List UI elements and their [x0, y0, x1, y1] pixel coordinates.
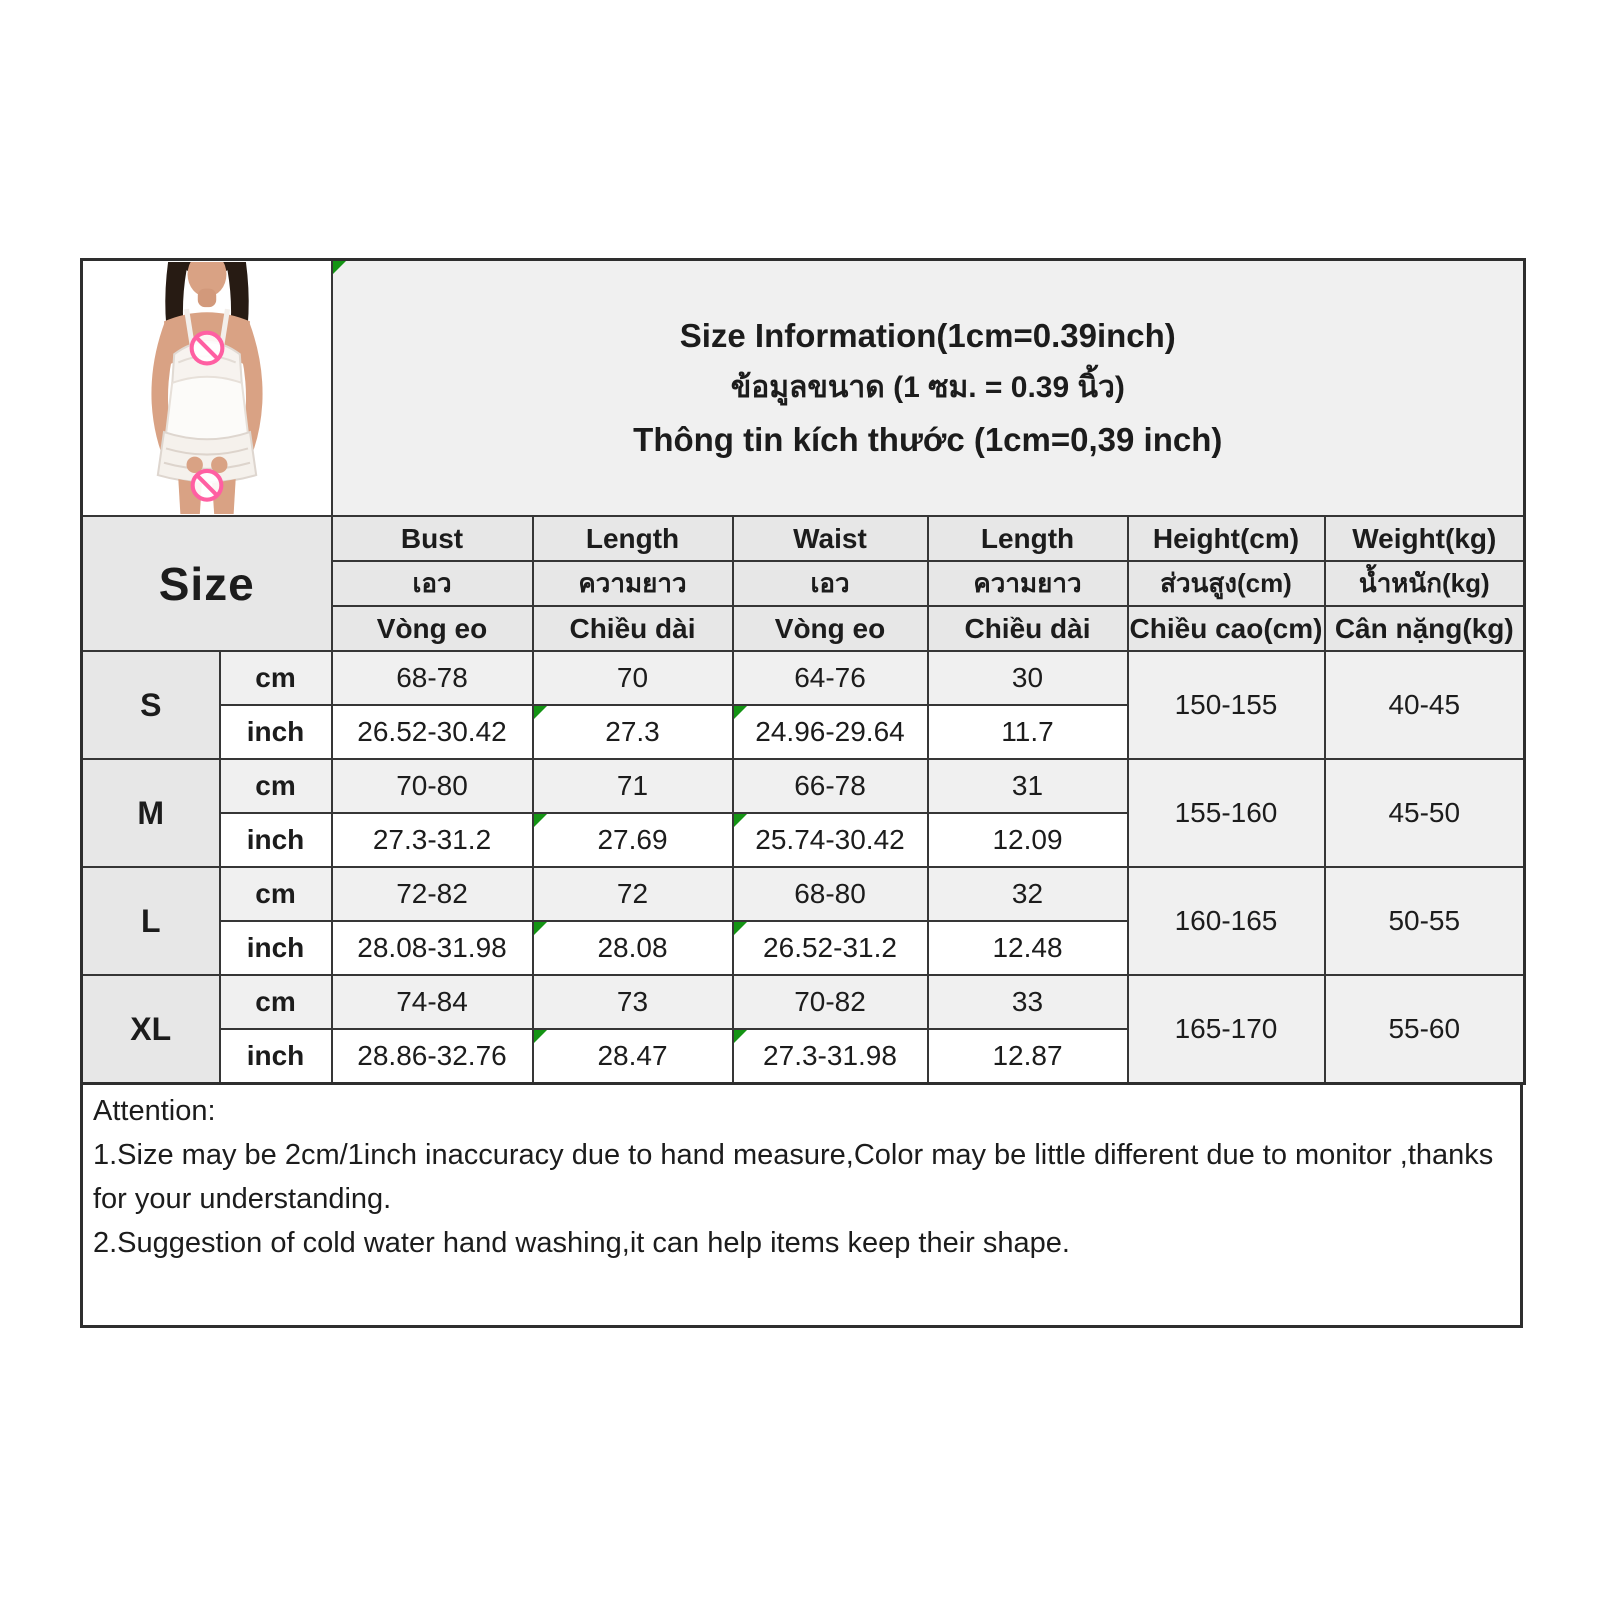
unit-label-inch: inch [220, 705, 332, 759]
title-english: Size Information(1cm=0.39inch) [679, 317, 1176, 354]
unit-label-cm: cm [220, 651, 332, 705]
cell-l-weight: 50-55 [1325, 867, 1525, 975]
cell-xl-length2-inch: 12.87 [928, 1029, 1128, 1084]
col-header-bust-en: Bust [332, 516, 533, 561]
col-header-waist-vi: Vòng eo [733, 606, 928, 651]
cell-m-length2-cm: 31 [928, 759, 1128, 813]
cell-flag-icon [734, 1030, 747, 1043]
cell-xl-length-cm: 73 [533, 975, 733, 1029]
product-photo [104, 262, 310, 514]
cell-xl-length-inch [533, 1029, 733, 1084]
size-chart-sheet [80, 258, 1523, 1328]
col-header-bust-th: เอว [332, 561, 533, 606]
cell-s-length2-cm: 30 [928, 651, 1128, 705]
unit-label-inch: inch [220, 813, 332, 867]
size-table [80, 258, 1526, 1085]
cell-s-height: 150-155 [1128, 651, 1325, 759]
attention-line-1: 1.Size may be 2cm/1inch inaccuracy due to hand measure,Color may be little different due to monitor ,thanks for your understanding. [93, 1139, 1494, 1215]
cell-l-waist-cm: 68-80 [733, 867, 928, 921]
cell-flag-icon [534, 922, 547, 935]
title-vietnamese: Thông tin kích thước (1cm=0,39 inch) [633, 421, 1223, 458]
col-header-waist-en: Waist [733, 516, 928, 561]
cell-l-bust-cm: 72-82 [332, 867, 533, 921]
cell-value: 28.08 [597, 932, 668, 963]
title-thai: ข้อมูลขนาด (1 ซม. = 0.39 นิ้ว) [730, 371, 1125, 404]
col-header-length-vi: Chiều dài [533, 606, 733, 651]
size-row-label: XL [82, 975, 220, 1084]
col-header-height-th: ส่วนสูง(cm) [1128, 561, 1325, 606]
product-photo-cell [82, 260, 332, 517]
col-header-waist-th: เอว [733, 561, 928, 606]
size-row-label: M [82, 759, 220, 867]
cell-value: 27.3-31.98 [763, 1040, 897, 1071]
cell-flag-icon [333, 261, 346, 274]
cell-l-length-inch [533, 921, 733, 975]
cell-xl-bust-inch: 28.86-32.76 [332, 1029, 533, 1084]
col-header-weight-vi: Cân nặng(kg) [1325, 606, 1525, 651]
unit-label-cm: cm [220, 759, 332, 813]
cell-flag-icon [534, 814, 547, 827]
cell-s-length-inch [533, 705, 733, 759]
cell-s-length2-inch: 11.7 [928, 705, 1128, 759]
cell-flag-icon [534, 706, 547, 719]
cell-m-bust-cm: 70-80 [332, 759, 533, 813]
col-header-length2-th: ความยาว [928, 561, 1128, 606]
cell-m-bust-inch: 27.3-31.2 [332, 813, 533, 867]
size-row-label: L [82, 867, 220, 975]
cell-value: 27.69 [597, 824, 668, 855]
cell-xl-weight: 55-60 [1325, 975, 1525, 1084]
cell-m-length-cm: 71 [533, 759, 733, 813]
cell-s-waist-cm: 64-76 [733, 651, 928, 705]
cell-value: 26.52-31.2 [763, 932, 897, 963]
cell-xl-waist-cm: 70-82 [733, 975, 928, 1029]
cell-m-waist-cm: 66-78 [733, 759, 928, 813]
col-header-length2-en: Length [928, 516, 1128, 561]
cell-xl-height: 165-170 [1128, 975, 1325, 1084]
cell-l-height: 160-165 [1128, 867, 1325, 975]
col-header-length-th: ความยาว [533, 561, 733, 606]
col-header-weight-en: Weight(kg) [1325, 516, 1525, 561]
cell-s-waist-inch [733, 705, 928, 759]
unit-label-cm: cm [220, 975, 332, 1029]
cell-s-length-cm: 70 [533, 651, 733, 705]
attention-line-2: 2.Suggestion of cold water hand washing,it can help items keep their shape. [93, 1227, 1070, 1259]
cell-xl-length2-cm: 33 [928, 975, 1128, 1029]
cell-value: 24.96-29.64 [755, 716, 905, 747]
cell-flag-icon [534, 1030, 547, 1043]
col-header-height-en: Height(cm) [1128, 516, 1325, 561]
cell-s-bust-cm: 68-78 [332, 651, 533, 705]
cell-l-length2-inch: 12.48 [928, 921, 1128, 975]
cell-flag-icon [734, 922, 747, 935]
cell-value: 25.74-30.42 [755, 824, 905, 855]
cell-value: 27.3 [605, 716, 660, 747]
title-cell [332, 260, 1525, 517]
cell-flag-icon [734, 814, 747, 827]
censored-icon [191, 333, 222, 364]
cell-m-waist-inch [733, 813, 928, 867]
cell-xl-waist-inch [733, 1029, 928, 1084]
cell-l-waist-inch [733, 921, 928, 975]
cell-flag-icon [734, 706, 747, 719]
unit-label-cm: cm [220, 867, 332, 921]
cell-l-bust-inch: 28.08-31.98 [332, 921, 533, 975]
cell-m-length2-inch: 12.09 [928, 813, 1128, 867]
col-header-height-vi: Chiều cao(cm) [1128, 606, 1325, 651]
size-header: Size [82, 516, 332, 651]
cell-m-length-inch [533, 813, 733, 867]
col-header-length-en: Length [533, 516, 733, 561]
cell-s-weight: 40-45 [1325, 651, 1525, 759]
cell-xl-bust-cm: 74-84 [332, 975, 533, 1029]
cell-value: 28.47 [597, 1040, 668, 1071]
cell-s-bust-inch: 26.52-30.42 [332, 705, 533, 759]
cell-m-height: 155-160 [1128, 759, 1325, 867]
cell-m-weight: 45-50 [1325, 759, 1525, 867]
col-header-length2-vi: Chiều dài [928, 606, 1128, 651]
col-header-weight-th: น้ำหนัก(kg) [1325, 561, 1525, 606]
unit-label-inch: inch [220, 1029, 332, 1084]
attention-heading: Attention: [93, 1095, 216, 1127]
attention-notes [80, 1085, 1523, 1328]
censored-icon [192, 471, 221, 500]
size-row-label: S [82, 651, 220, 759]
col-header-bust-vi: Vòng eo [332, 606, 533, 651]
unit-label-inch: inch [220, 921, 332, 975]
cell-l-length2-cm: 32 [928, 867, 1128, 921]
cell-l-length-cm: 72 [533, 867, 733, 921]
